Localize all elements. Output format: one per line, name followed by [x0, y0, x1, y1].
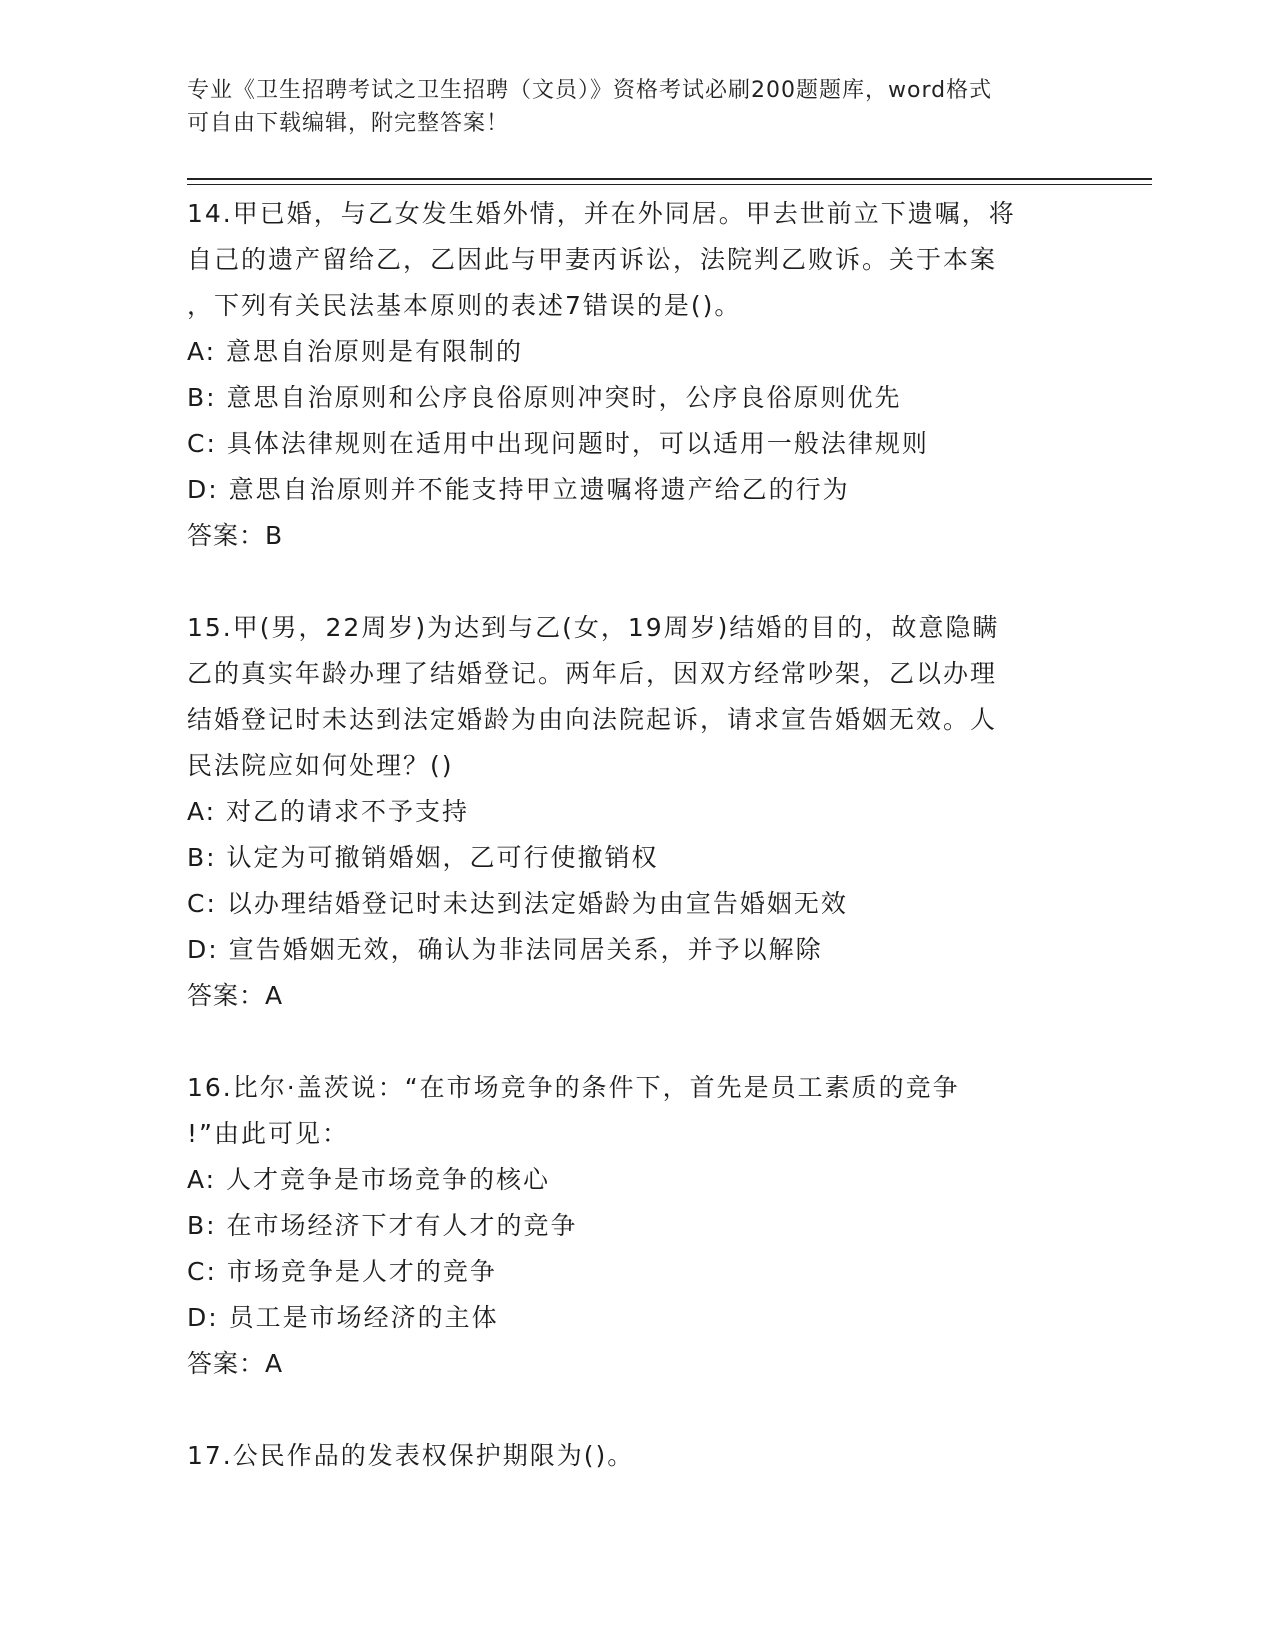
question-text-line: 15.甲(男，22周岁)为达到与乙(女，19周岁)结婚的目的，故意隐瞒 [187, 613, 1000, 642]
option-a: A: 对乙的请求不予支持 [187, 797, 470, 826]
question-text-line: 14.甲已婚，与乙女发生婚外情，并在外同居。甲去世前立下遗嘱，将 [187, 199, 1016, 228]
option-d: D: 员工是市场经济的主体 [187, 1303, 499, 1332]
answer-line: 答案：B [187, 521, 284, 550]
option-b: B: 在市场经济下才有人才的竞争 [187, 1211, 578, 1240]
question-text-line: 16.比尔·盖茨说：“在市场竞争的条件下，首先是员工素质的竞争 [187, 1073, 960, 1102]
question-spacer [187, 1387, 1107, 1433]
question-15 [187, 605, 1107, 1019]
question-14 [187, 191, 1107, 559]
header-rule-thin [187, 184, 1152, 185]
option-a: A: 意思自治原则是有限制的 [187, 337, 524, 366]
question-spacer [187, 559, 1107, 605]
header-title-line-1: 专业《卫生招聘考试之卫生招聘（文员）》资格考试必刷200题题库，word格式 [187, 78, 993, 103]
question-text-line: !”由此可见： [187, 1119, 349, 1148]
question-text-line: 结婚登记时未达到法定婚龄为由向法院起诉，请求宣告婚姻无效。人 [187, 705, 998, 734]
question-text-line: 自己的遗产留给乙，乙因此与甲妻丙诉讼，法院判乙败诉。关于本案 [187, 245, 998, 274]
question-17 [187, 1433, 1107, 1479]
document-header [187, 74, 1087, 140]
header-title-line-2: 可自由下载编辑，附完整答案！ [187, 111, 510, 136]
question-spacer [187, 1019, 1107, 1065]
option-c: C: 具体法律规则在适用中出现问题时，可以适用一般法律规则 [187, 429, 929, 458]
option-c: C: 市场竞争是人才的竞争 [187, 1257, 497, 1286]
question-text-line: 乙的真实年龄办理了结婚登记。两年后，因双方经常吵架，乙以办理 [187, 659, 998, 688]
answer-line: 答案：A [187, 1349, 284, 1378]
question-text-line: 民法院应如何处理？() [187, 751, 454, 780]
question-16 [187, 1065, 1107, 1387]
option-a: A: 人才竞争是市场竞争的核心 [187, 1165, 551, 1194]
option-c: C: 以办理结婚登记时未达到法定婚龄为由宣告婚姻无效 [187, 889, 848, 918]
question-text-line: ，下列有关民法基本原则的表述7错误的是()。 [187, 291, 742, 320]
question-list [187, 191, 1107, 1479]
option-b: B: 意思自治原则和公序良俗原则冲突时，公序良俗原则优先 [187, 383, 902, 412]
option-d: D: 宣告婚姻无效，确认为非法同居关系，并予以解除 [187, 935, 823, 964]
header-rule-thick [187, 178, 1152, 180]
answer-line: 答案：A [187, 981, 284, 1010]
question-text-line: 17.公民作品的发表权保护期限为()。 [187, 1441, 635, 1470]
option-b: B: 认定为可撤销婚姻，乙可行使撤销权 [187, 843, 659, 872]
option-d: D: 意思自治原则并不能支持甲立遗嘱将遗产给乙的行为 [187, 475, 850, 504]
